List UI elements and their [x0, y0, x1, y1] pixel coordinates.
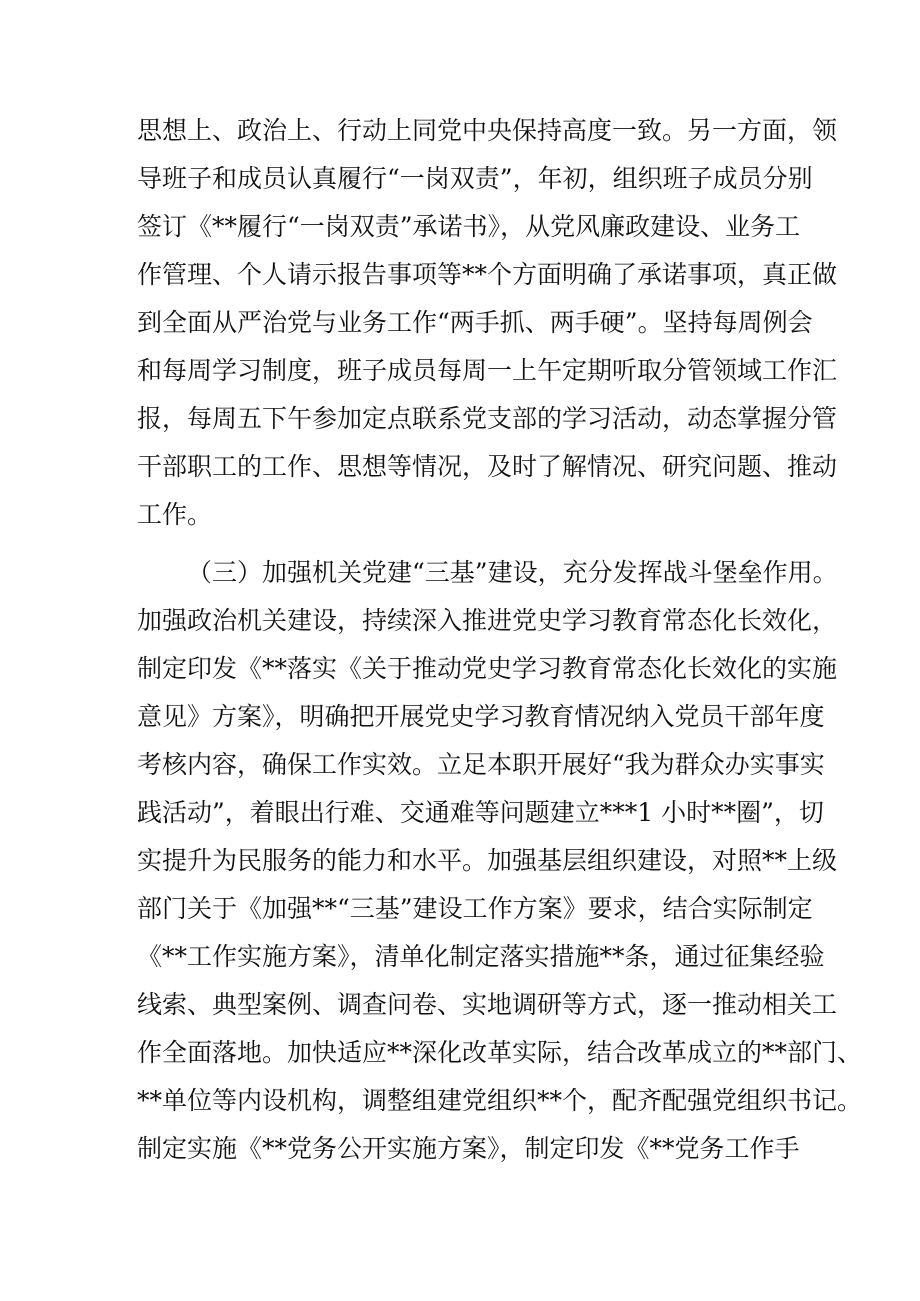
paragraph-line: 部门关于《加强**“三基”建设工作方案》要求，结合实际制定 [137, 894, 813, 923]
paragraph-line: 导班子和成员认真履行“一岗双责”，年初，组织班子成员分别 [137, 164, 813, 193]
paragraph-line: 干部职工的工作、思想等情况，及时了解情况、研究问题、推动 [137, 452, 838, 481]
paragraph-line: 作管理、个人请示报告事项等**个方面明确了承诺事项，真正做 [137, 260, 838, 289]
paragraph-line: 加强政治机关建设，持续深入推进党史学习教育常态化长效化， [137, 606, 838, 635]
paragraph-line: 和每周学习制度，班子成员每周一上午定期听取分管领域工作汇 [137, 356, 838, 385]
paragraph-line: 考核内容，确保工作实效。立足本职开展好“我为群众办实事实 [137, 750, 825, 779]
paragraph-line: 报，每周五下午参加定点联系党支部的学习活动，动态掌握分管 [137, 404, 838, 433]
paragraph-line: 线索、典型案例、调查问卷、实地调研等方式，逐一推动相关工 [137, 990, 838, 1019]
section-heading-line: （三）加强机关党建“三基”建设，充分发挥战斗堡垒作用。 [187, 558, 838, 587]
paragraph-line: 作全面落地。加快适应**深化改革实际，结合改革成立的**部门、 [137, 1038, 863, 1067]
paragraph-line: 制定实施《**党务公开实施方案》，制定印发《**党务工作手 [137, 1134, 800, 1163]
paragraph-line: 意见》方案》，明确把开展党史学习教育情况纳入党员干部年度 [137, 702, 825, 731]
paragraph-line: **单位等内设机构，调整组建党组织**个，配齐配强党组织书记。 [137, 1086, 863, 1115]
paragraph-line: 实提升为民服务的能力和水平。加强基层组织建设，对照**上级 [137, 846, 838, 875]
paragraph-line: 工作。 [137, 500, 213, 529]
paragraph-line: 制定印发《**落实《关于推动党史学习教育常态化长效化的实施 [137, 654, 838, 683]
paragraph-line: 《**工作实施方案》，清单化制定落实措施**条，通过征集经验 [137, 942, 825, 971]
paragraph-line: 签订《**履行“一岗双责”承诺书》，从党风廉政建设、业务工 [137, 212, 801, 241]
paragraph-line: 思想上、政治上、行动上同党中央保持高度一致。另一方面，领 [137, 116, 838, 145]
paragraph-line: 到全面从严治党与业务工作“两手抓、两手硬”。坚持每周例会 [137, 308, 813, 337]
paragraph-line: 践活动”，着眼出行难、交通难等问题建立***1 小时**圈”，切 [137, 798, 824, 827]
